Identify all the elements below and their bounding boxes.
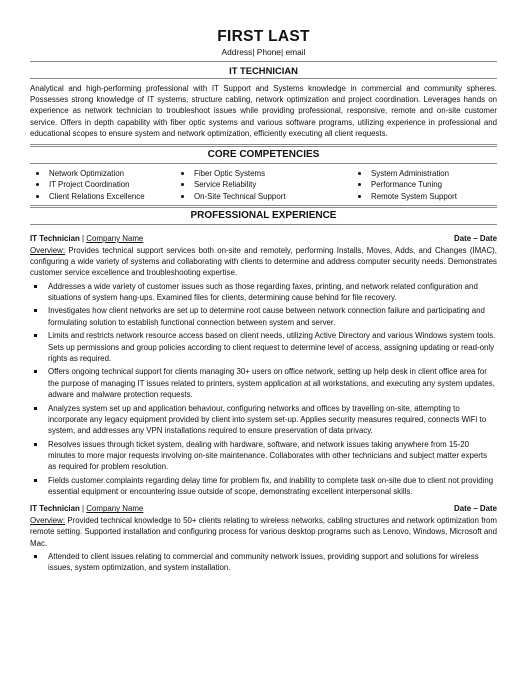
professional-experience-heading: PROFESSIONAL EXPERIENCE [190,209,337,221]
bullet-dot-icon [358,183,361,186]
bullet-dot-icon [358,195,361,198]
bullet-dot-icon [181,172,184,175]
bullet-square-icon [34,479,37,482]
overview-label: Overview: [30,516,66,526]
list-item: Offers ongoing technical support for clients managing 30+ users on office network, setting up help desk in client office area for the purpose of managing IT issues related to printers, system application at all workstations, and executing any system updates, adware and malware protection requests. [30,366,497,400]
bullet-dot-icon [36,172,39,175]
job-header [30,503,497,514]
overview-label: Overview: [30,245,66,255]
job-dates: Date – Date [454,233,497,243]
overview-text: Provided technical knowledge to 50+ clients relating to wireless networks, cabling structures and network optimization from remote setting. Supported installation and configuring process for various desktop programs such as Lenovo, Windows, Microsoft and Mac. [30,516,497,548]
list-item: Addresses a wide variety of customer issues such as those regarding faxes, printing, and network related configuration and situations of system hang-ups. Examined files for clients, determining cause behind for file recovery. [30,281,497,303]
job-header [30,233,497,244]
bullet-dot-icon [36,195,39,198]
bullet-dot-icon [36,183,39,186]
competency-item: Remote System Support [358,191,497,202]
job-overview [30,515,497,549]
job-overview [30,245,497,279]
competency-item: Fiber Optic Systems [181,168,358,179]
competency-item: Network Optimization [36,168,181,179]
candidate-name: FIRST LAST [217,28,310,45]
job-role-company [30,503,143,514]
competency-item: System Administration [358,168,497,179]
overview-text: Provides technical support services both on-site and remotely, performing Installs, Moves, Adds, and Changes (IMAC), configuring a wide variety of systems and collaborating with clients to determine and address computer security needs. Demonstrates customer service excellence and troubleshooting expertise. [30,245,497,278]
divider [30,78,497,79]
bullet-square-icon [34,309,37,312]
list-item: Investigates how client networks are set up to determine root cause between network connection failure and participating and formulating solution to establish functional connection between system and server. [30,305,497,327]
list-item: Resolves issues through ticket system, dealing with hardware, software, and network issues taking anywhere from 15-20 minutes to more major requests involving on-site maintenance. Collaborates with other technicians and subject matter experts as required for problem resolution. [30,439,497,473]
bullet-square-icon [34,370,37,373]
job-role: IT Technician [30,233,80,243]
competency-item: IT Project Coordination [36,179,181,190]
bullet-dot-icon [181,183,184,186]
competencies-list [30,164,497,205]
separator: | [79,504,87,514]
bullet-square-icon [34,407,37,410]
competency-item: Client Relations Excellence [36,191,181,202]
bullet-dot-icon [358,172,361,175]
job-bullets [30,281,497,498]
competency-item: Performance Tuning [358,179,497,190]
core-competencies-heading: CORE COMPETENCIES [207,149,320,161]
job-dates: Date – Date [454,504,497,514]
contact-line: Address| Phone| email [221,47,306,57]
competency-item: On-Site Technical Support [181,191,358,202]
divider [30,224,497,225]
company-name: Company Name [86,233,144,243]
list-item: Analyzes system set up and application behaviour, configuring networks and offices by travelling on-site, attempting to incorporate any legacy equipment provided by client into system set-up. Applies security measures required, connects WiFi to system, and addresses any VPN installations required to ensure preservation of data privacy. [30,403,497,437]
separator: | [79,233,87,243]
bullet-square-icon [34,443,37,446]
job-bullets [30,551,497,573]
bullet-square-icon [34,555,37,558]
list-item: Limits and restricts network resource access based on client needs, utilizing Active Directory and various Windows system tools. Sets up permissions and group policies according to client request to determine level of access, assigning updating or read-only rights as required. [30,330,497,364]
bullet-square-icon [34,285,37,288]
job-title: IT TECHNICIAN [229,65,298,76]
professional-summary: Analytical and high-performing professional with IT Support and Systems knowledge in commercial and community spheres. Possesses strong knowledge of IT systems, structure cabling, network optimization and project coordination. Leverages hands on experience as network technician to troubleshoot issues while providing professional, responsive, remote and on-site customer service. Offers in depth capability with fiber optic systems and various software programs, utilizing experience in professional and educational scopes to ensure system and network optimization, efficiently executing all client requests. [30,84,497,138]
list-item: Fields customer complaints regarding delay time for problem fix, and inability to complete task on-site due to client not providing essential equipment or encountering issue outside of scope, demonstrating excellent interpersonal skills. [30,475,497,497]
bullet-dot-icon [181,195,184,198]
competency-item: Service Reliability [181,179,358,190]
job-role-company [30,233,143,244]
list-item: Attended to client issues relating to commercial and community network issues, providing support and solutions for wireless issues, system optimization, and system installation. [30,551,497,573]
bullet-square-icon [34,334,37,337]
company-name: Company Name [86,504,144,514]
job-role: IT Technician [30,504,80,514]
